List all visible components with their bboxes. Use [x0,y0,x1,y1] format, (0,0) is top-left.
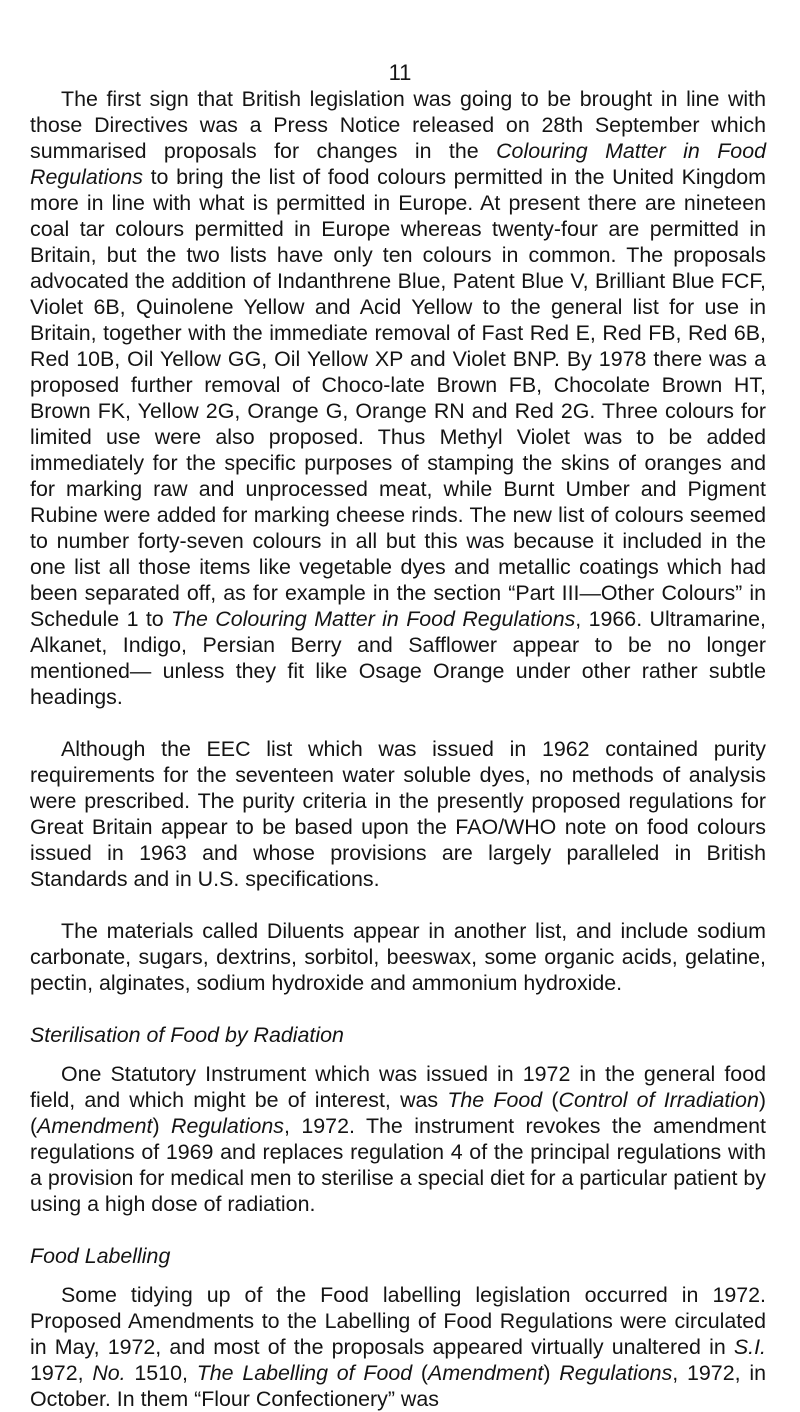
regulation-title: Control of Irradiation [558,1088,759,1112]
regulation-title: S.I. [733,1335,766,1359]
regulation-title: Regulations [171,1114,285,1138]
regulation-title: Amendment [428,1361,544,1385]
text-run: ) [543,1361,560,1385]
paragraph-labelling [30,1282,766,1412]
paragraph-diluents: The materials called Diluents appear in another list, and include sodium carbonate, sugars, dextrins, sorbitol, beeswax, some organic acids, gelatine, pectin, alginates, sodium hydroxide and ammonium hydroxide. [30,919,766,995]
paragraph-irradiation [30,1061,766,1217]
regulation-title: Colouring Matter in Food Regulations [30,139,766,189]
text-run: 1510, [125,1361,197,1385]
text-run: ) ( [30,1088,766,1138]
regulation-title: No. [92,1361,126,1385]
paragraph-eec-list: Although the EEC list which was issued in 1962 contained purity requirements for the seventeen water soluble dyes, no methods of analysis were prescribed. The purity criteria in the presently proposed regulations for Great Britain appear to be based upon the FAO/WHO note on food colours issued in 1963 and whose provisions are largely paralleled in British Standards and in U.S. specifications. [30,737,766,891]
section-heading-labelling: Food Labelling [30,1244,171,1268]
page-number: 11 [388,60,412,85]
regulation-title: The Labelling of Food [196,1361,413,1385]
text-run: , 1972. The instrument revokes the amendment regulations of 1969 and replaces regulation 4 of the principal regulations with a provision for medical men to sterilise a special diet for a particular patient by using a high dose of radiation. [30,1114,766,1216]
section-heading-sterilisation: Sterilisation of Food by Radiation [30,1023,344,1047]
paragraph-colour-proposals [30,86,766,710]
text-run: 1972, [30,1361,93,1385]
text-run: , 1972, in October. In them “Flour Confectionery” was [30,1361,766,1411]
text-run: ) [152,1114,172,1138]
regulation-title: Regulations [559,1361,673,1385]
body-text [30,86,766,1412]
text-run: Some tidying up of the Food labelling legislation occurred in 1972. Proposed Amendments to the Labelling of Food Regulations were circulated in May, 1972, and most of the proposals appeared virtually unaltered in [30,1283,766,1359]
regulation-title: The Food [447,1088,543,1112]
text-run: ( [542,1088,559,1112]
text-run: to bring the list of food colours permitted in the United Kingdom more in line with what is permitted in Europe. At present there are nineteen coal tar colours permitted in Europe whereas twenty-four are permitted in Britain, but the two lists have only ten colours in common. The proposals advocated the addition of Indanthrene Blue, Patent Blue V, Brilliant Blue FCF, Violet 6B, Quinolene Yellow and Acid Yellow to the general list for use in Britain, together with the immediate removal of Fast Red E, Red FB, Red 6B, Red 10B, Oil Yellow GG, Oil Yellow XP and Violet BNP. By 1978 there was a proposed further removal of Choco-late Brown FB, Chocolate Brown HT, Brown FK, Yellow 2G, Orange G, Orange RN and Red 2G. Three colours for limited use were also proposed. Thus Methyl Violet was to be added immediately for the specific purposes of stamping the skins of oranges and for marking raw and unprocessed meat, while Burnt Umber and Pigment Rubine were added for marking cheese rinds. The new list of colours seemed to number forty-seven colours in all but this was because it included in the one list all those items like vegetable dyes and metallic coatings which had been separated off, as for example in the section “Part III—Other Colours” in Schedule 1 to [30,165,766,631]
text-run: , 1966. Ultramarine, Alkanet, Indigo, Persian Berry and Safflower appear to be no longer mentioned— unless they fit like Osage Orange under other rather subtle headings. [30,607,766,709]
text-run: ( [412,1361,429,1385]
regulation-title: Amendment [37,1114,153,1138]
text-run: The first sign that British legislation was going to be brought in line with those Directives was a Press Notice released on 28th September which summarised proposals for changes in the [30,87,766,163]
regulation-title: The Colouring Matter in Food Regulations [171,607,576,631]
text-run: One Statutory Instrument which was issued in 1972 in the general food field, and which might be of interest, was [30,1062,766,1112]
